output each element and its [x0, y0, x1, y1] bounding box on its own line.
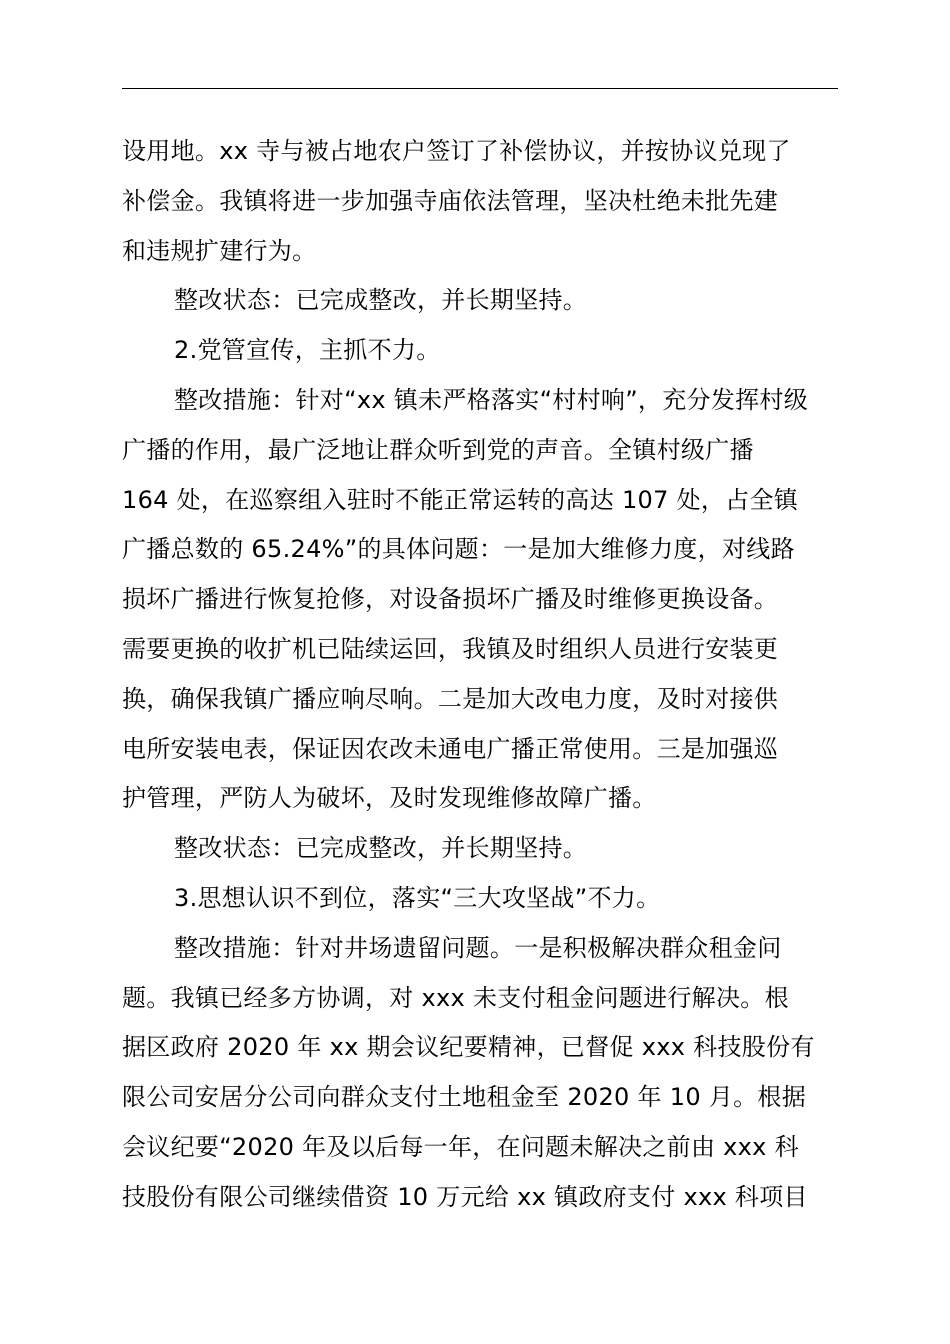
document-body	[122, 127, 842, 1223]
text-line: 补偿金。我镇将进一步加强寺庙依法管理，坚决杜绝未批先建	[122, 186, 779, 215]
rectification-measures: 整改措施：针对井场遗留问题。一是积极解决群众租金问	[174, 933, 782, 962]
section-heading: 3.思想认识不到位，落实“三大攻坚战”不力。	[174, 883, 661, 912]
text-line: 损坏广播进行恢复抢修，对设备损坏广播及时维修更换设备。	[122, 585, 779, 614]
rectification-status: 整改状态：已完成整改，并长期坚持。	[174, 834, 588, 863]
rectification-measures: 整改措施：针对“xx 镇未严格落实“村村响”，充分发挥村级	[174, 385, 809, 414]
section-heading: 2.党管宣传，主抓不力。	[174, 336, 441, 365]
text-line: 广播的作用，最广泛地让群众听到党的声音。全镇村级广播	[122, 435, 754, 464]
text-line: 据区政府 2020 年 xx 期会议纪要精神，已督促 xxx 科技股份有	[122, 1033, 815, 1062]
text-line: 换，确保我镇广播应响尽响。二是加大改电力度，及时对接供	[122, 684, 779, 713]
text-line: 需要更换的收扩机已陆续运回，我镇及时组织人员进行安装更	[122, 634, 779, 663]
text-line: 限公司安居分公司向群众支付土地租金至 2020 年 10 月。根据	[122, 1083, 807, 1112]
rectification-status: 整改状态：已完成整改，并长期坚持。	[174, 286, 588, 315]
text-line: 题。我镇已经多方协调，对 xxx 未支付租金问题进行解决。根	[122, 983, 789, 1012]
text-line: 技股份有限公司继续借资 10 万元给 xx 镇政府支付 xxx 科项目	[122, 1182, 808, 1211]
text-line: 会议纪要“2020 年及以后每一年，在问题未解决之前由 xxx 科	[122, 1132, 799, 1161]
text-line: 和违规扩建行为。	[122, 236, 317, 265]
header-rule	[122, 88, 838, 89]
text-line: 广播总数的 65.24%”的具体问题：一是加大维修力度，对线路	[122, 535, 795, 564]
text-line: 设用地。xx 寺与被占地农户签订了补偿协议，并按协议兑现了	[122, 137, 791, 165]
text-line: 护管理，严防人为破坏，及时发现维修故障广播。	[122, 784, 657, 813]
text-line: 164 处，在巡察组入驻时不能正常运转的高达 107 处，占全镇	[122, 485, 799, 514]
text-line: 电所安装电表，保证因农改未通电广播正常使用。三是加强巡	[122, 734, 779, 763]
